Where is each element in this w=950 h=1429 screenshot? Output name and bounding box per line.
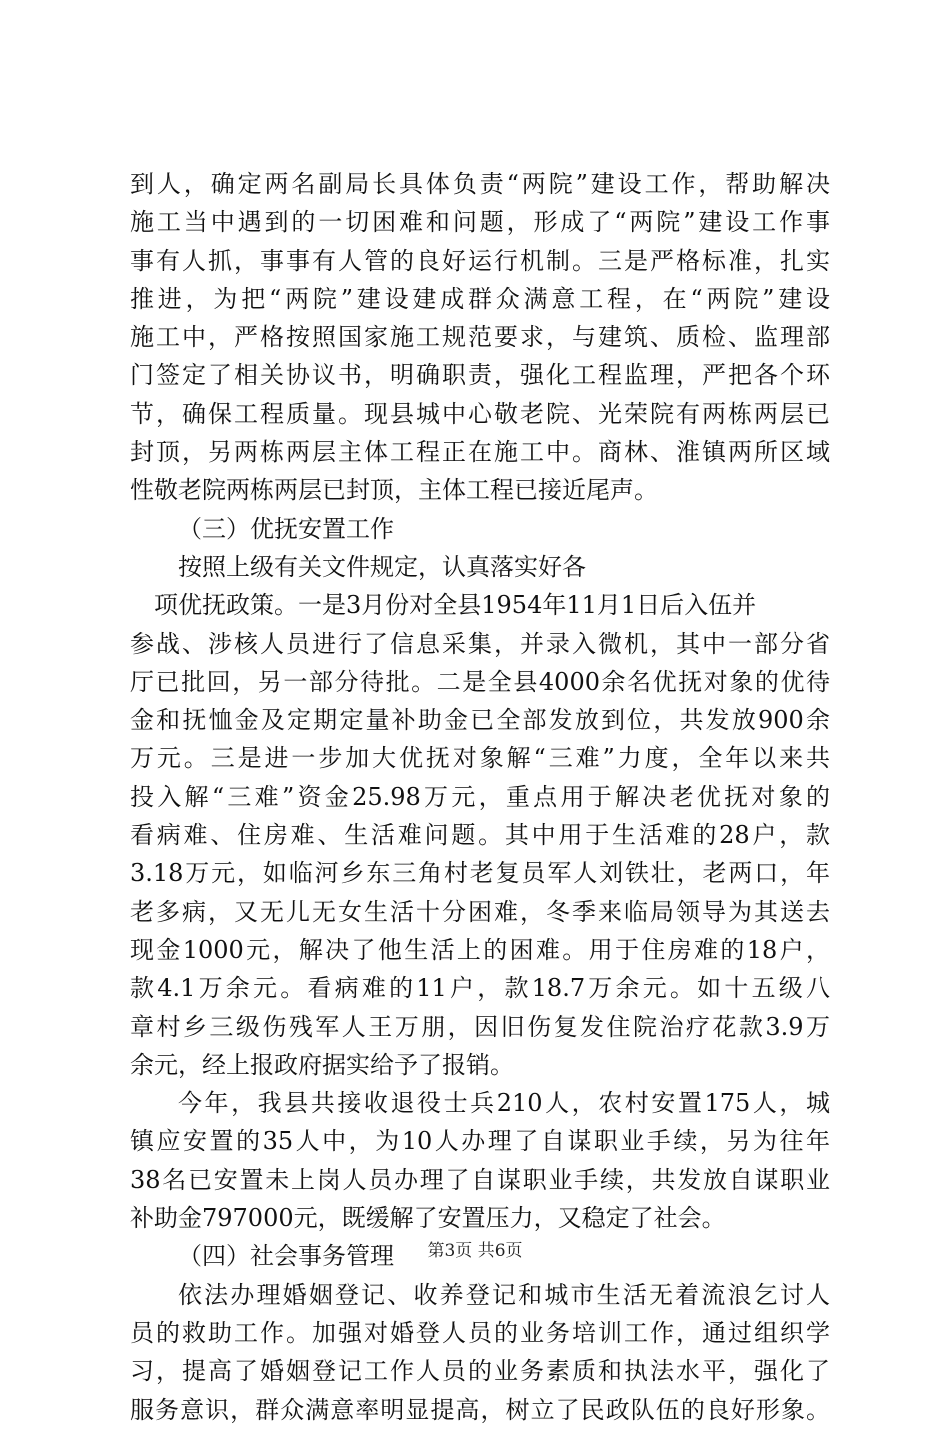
section-heading: （三）优抚安置工作 xyxy=(178,514,394,543)
paragraph-line: 款4.1万余元。看病难的11户，款18.7万余元。如十五级八 xyxy=(130,974,830,1003)
paragraph-line: 封顶，另两栋两层主体工程正在施工中。商林、淮镇两所区域 xyxy=(130,438,830,467)
paragraph-line: 38名已安置未上岗人员办理了自谋职业手续，共发放自谋职业 xyxy=(130,1165,830,1194)
paragraph-line: 现金1000元，解决了他生活上的困难。用于住房难的18户， xyxy=(130,935,830,964)
paragraph-line: 施工中，严格按照国家施工规范要求，与建筑、质检、监理部 xyxy=(130,323,830,352)
paragraph-line: 章村乡三级伤残军人王万朋，因旧伤复发住院治疗花款3.9万 xyxy=(130,1012,830,1041)
paragraph-line: 门签定了相关协议书，明确职责，强化工程监理，严把各个环 xyxy=(130,361,830,390)
paragraph-line: 3.18万元，如临河乡东三角村老复员军人刘铁壮，老两口，年 xyxy=(130,859,830,888)
paragraph-line: 今年，我县共接收退役士兵210人，农村安置175人，城 xyxy=(178,1089,830,1118)
paragraph-line: 依法办理婚姻登记、收养登记和城市生活无着流浪乞讨人 xyxy=(178,1280,830,1309)
paragraph-line: 员的救助工作。加强对婚登人员的业务培训工作，通过组织学 xyxy=(130,1318,830,1347)
paragraph-line: 投入解“三难”资金25.98万元，重点用于解决老优抚对象的 xyxy=(130,782,830,811)
paragraph-line: 厅已批回，另一部分待批。二是全县4000余名优抚对象的优待 xyxy=(130,667,830,696)
section-heading: （四）社会事务管理 xyxy=(178,1242,394,1271)
paragraph-line: 看病难、住房难、生活难问题。其中用于生活难的28户，款 xyxy=(130,821,830,850)
paragraph-line: 节，确保工程质量。现县城中心敬老院、光荣院有两栋两层已 xyxy=(130,399,830,428)
paragraph-line: 到人，确定两名副局长具体负责“两院”建设工作，帮助解决 xyxy=(130,170,830,198)
paragraph-line: 按照上级有关文件规定，认真落实好各 xyxy=(178,552,586,581)
paragraph-line: 金和抚恤金及定期定量补助金已全部发放到位，共发放900余 xyxy=(130,706,830,735)
paragraph-line: 老多病，又无儿无女生活十分困难，冬季来临局领导为其送去 xyxy=(130,897,830,926)
paragraph-line: 推进，为把“两院”建设建成群众满意工程，在“两院”建设 xyxy=(130,284,830,313)
paragraph-line: 镇应安置的35人中，为10人办理了自谋职业手续，另为往年 xyxy=(130,1127,830,1156)
paragraph-line: 施工当中遇到的一切困难和问题，形成了“两院”建设工作事 xyxy=(130,208,830,237)
paragraph-line: 习，提高了婚姻登记工作人员的业务素质和执法水平，强化了 xyxy=(130,1357,830,1386)
paragraph-line: 余元，经上报政府据实给予了报销。 xyxy=(130,1050,514,1079)
paragraph-line: 补助金797000元，既缓解了安置压力，又稳定了社会。 xyxy=(130,1204,726,1233)
paragraph-line: 项优抚政策。一是3月份对全县1954年11月1日后入伍并 xyxy=(154,591,757,620)
paragraph-line: 万元。三是进一步加大优抚对象解“三难”力度，全年以来共 xyxy=(130,744,830,773)
paragraph-line: 事有人抓，事事有人管的良好运行机制。三是严格标准，扎实 xyxy=(130,246,830,275)
paragraph-line: 性敬老院两栋两层已封顶，主体工程已接近尾声。 xyxy=(130,476,658,505)
paragraph-line: 服务意识，群众满意率明显提高，树立了民政队伍的良好形象。 xyxy=(130,1395,830,1424)
page-number-footer: 第3页 共6页 xyxy=(427,1241,523,1261)
paragraph-line: 参战、涉核人员进行了信息采集，并录入微机，其中一部分省 xyxy=(130,629,830,658)
